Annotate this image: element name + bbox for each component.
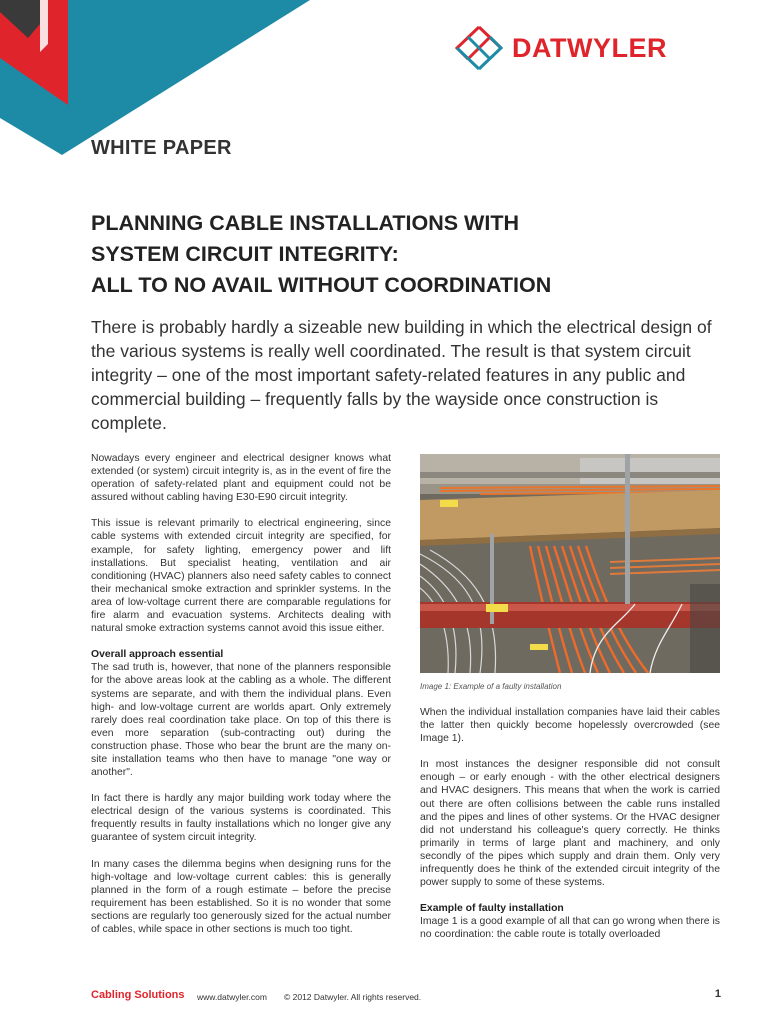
paragraph: In many cases the dilemma begins when designing runs for the high-voltage and low-voltage current cables: this is generally planned in the form of a rough estimate – before the precise requirement has been established. So it is no wonder that some sections are regularly too generously sized for the actual number of cables, while space in other sections is much too tight. [91, 858, 391, 935]
right-column [420, 706, 720, 955]
faulty-installation-photo [420, 454, 720, 673]
paragraph: The sad truth is, however, that none of the planners responsible for the above areas look at the cabling as a whole. The different systems are separate, and with them the individual plans. Even high- and low-voltage current are worlds apart. Only extremely rarely does real coordination take place. On top of this there is even more separation (sub-contracting out) during the construction phase. Those who bear the brunt are the many on-site installation teams who then have to manage "one way or another". [91, 662, 391, 779]
paragraph: In fact there is hardly any major building work today where the electrical design of the various systems is coordinated. This frequently results in faulty installations which no longer give any guarantee of system circuit integrity. [91, 793, 391, 844]
footer-url[interactable]: www.datwyler.com [197, 992, 267, 1002]
image-caption: Image 1: Example of a faulty installation [420, 682, 562, 691]
datwyler-mark-icon [454, 24, 504, 72]
footer-brand: Cabling Solutions [91, 989, 185, 1001]
section-heading: Example of faulty installation [420, 903, 564, 915]
title-line-2: SYSTEM CIRCUIT INTEGRITY: [91, 242, 399, 266]
paragraph: Image 1 is a good example of all that can go wrong when there is no coordination: the cable route is totally overloaded [420, 916, 720, 941]
page-title [91, 208, 711, 301]
section-heading: Overall approach essential [91, 649, 224, 661]
paragraph: Nowadays every engineer and electrical designer knows what extended (or system) circuit integrity is, as in the event of fire the operation of safety-related plant and equipment could not be assured without cabling having E30-E90 circuit integrity. [91, 453, 391, 504]
left-column [91, 452, 391, 949]
corner-decoration [0, 0, 320, 160]
page-number: 1 [714, 988, 721, 1000]
lead-paragraph: There is probably hardly a sizeable new building in which the electrical design of the various systems is really well coordinated. The result is that system circuit integrity – one of the most important safety-related features in any public and commercial building – frequently falls by the wayside once construction is complete. [91, 317, 712, 433]
title-line-1: PLANNING CABLE INSTALLATIONS WITH [91, 211, 519, 235]
footer-copyright: © 2012 Datwyler. All rights reserved. [284, 992, 422, 1002]
paragraph: This issue is relevant primarily to electrical engineering, since cable systems with extended circuit integrity are specified, for example, for safety lighting, emergency power and lift installations. But specialist heating, ventilation and air conditioning (HVAC) planners also need safety cables to connect their mechanical smoke extraction and sprinkler systems. In the area of low-voltage current there are comparable regulations for fire alarm and evacuation systems. Architects dealing with natural smoke extraction systems cannot avoid this issue either. [91, 518, 391, 635]
document-type: WHITE PAPER [91, 137, 232, 159]
paragraph: In most instances the designer responsible did not consult enough – or early enough - with the other electrical designers and HVAC designers. This means that when the work is carried out there are often collisions between the cable runs installed and the pipes and lines of other systems. Or the HVAC designer did not understand his colleague's query correctly. He thinks primarily in terms of large plant and machinery, and only secondly of the pipes which supply and drain them. Only very infrequently does he think of the extended circuit integrity of the power supply to some of these systems. [420, 759, 720, 889]
brand-name: DATWYLER [512, 32, 667, 63]
datwyler-logo [454, 24, 667, 72]
title-line-3: ALL TO NO AVAIL WITHOUT COORDINATION [91, 273, 552, 297]
paragraph: When the individual installation companies have laid their cables the latter then quickly become hopelessly overcrowded (see Image 1). [420, 707, 720, 745]
